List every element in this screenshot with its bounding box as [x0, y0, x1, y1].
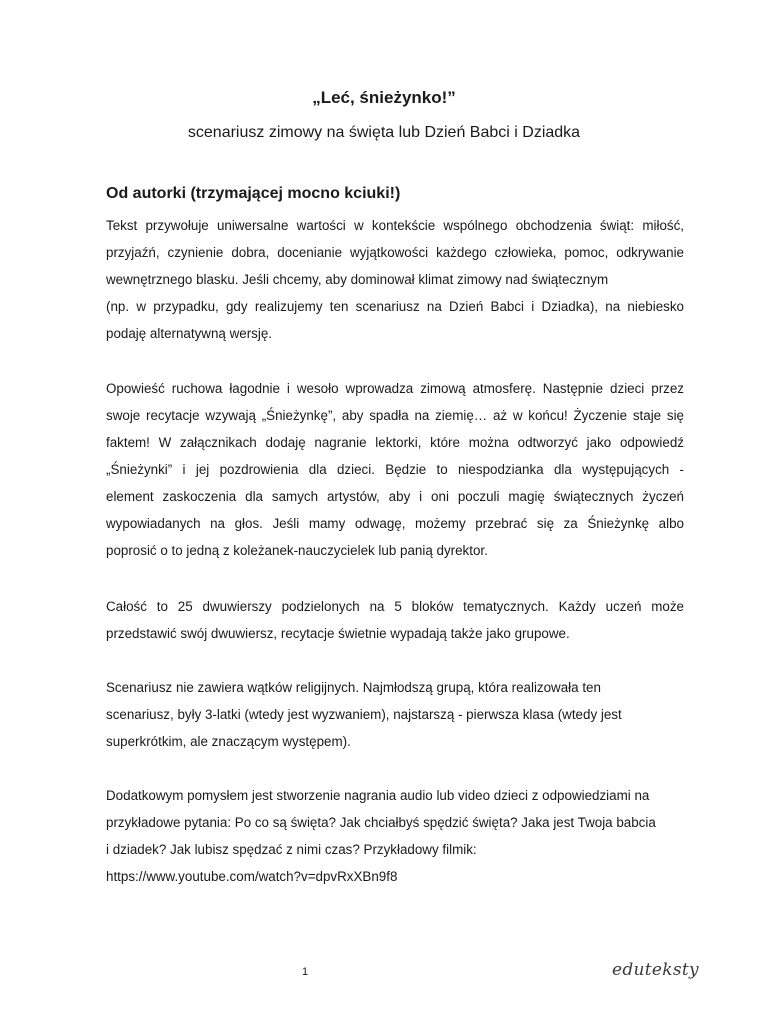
paragraph-intro: [106, 212, 684, 347]
paragraph-line: Opowieść ruchowa łagodnie i wesoło wprowadza zimową atmosferę. Następnie dzieci przez: [106, 381, 684, 396]
page-number: 1: [301, 966, 309, 978]
paragraph-line: (np. w przypadku, gdy realizujemy ten scenariusz na Dzień Babci i Dziadka), na niebiesko: [106, 299, 684, 314]
paragraph-extra: [106, 782, 684, 890]
paragraph-line: element zaskoczenia dla samych artystów, aby i oni poczuli magię świątecznych życzeń: [106, 489, 684, 504]
paragraph-line: podaję alternatywną wersję.: [106, 326, 272, 341]
paragraph-line: faktem! W załącznikach dodaję nagranie lektorki, które można odtworzyć jako odpowiedź: [106, 435, 684, 450]
paragraph-line: i dziadek? Jak lubisz spędzać z nimi czas? Przykładowy filmik:: [106, 842, 477, 857]
paragraph-line: superkrótkim, ale znaczącym występem).: [106, 734, 351, 749]
section-heading: Od autorki (trzymającej mocno kciuki!): [106, 185, 401, 202]
paragraph-religion: [106, 674, 684, 755]
paragraph-line: „Śnieżynki” i jej pozdrowienia dla dzieci. Będzie to niespodzianka dla występujących -: [106, 462, 684, 477]
paragraph-line: wypowiadanych na głos. Jeśli mamy odwagę, możemy przebrać się za Śnieżynkę albo: [106, 516, 684, 531]
paragraph-line: wewnętrznego blasku. Jeśli chcemy, aby dominował klimat zimowy nad świątecznym: [106, 272, 609, 287]
paragraph-line: Tekst przywołuje uniwersalne wartości w kontekście wspólnego obchodzenia świąt: miłość,: [106, 218, 684, 233]
paragraph-line: swoje recytacje wzywają „Śnieżynkę”, aby spadła na ziemię… aż w końcu! Życzenie staje się: [106, 408, 684, 423]
paragraph-story: [106, 375, 684, 564]
video-link[interactable]: https://www.youtube.com/watch?v=dpvRxXBn9f8: [106, 869, 398, 884]
eduteksty-logo: eduteksty: [612, 960, 699, 980]
paragraph-line: przedstawić swój dwuwiersz, recytacje świetnie wypadają także jako grupowe.: [106, 626, 570, 641]
paragraph-line: Scenariusz nie zawiera wątków religijnych. Najmłodszą grupą, która realizowała ten: [106, 680, 601, 695]
paragraph-line: poprosić o to jedną z koleżanek-nauczycielek lub panią dyrektor.: [106, 543, 488, 558]
paragraph-line: Dodatkowym pomysłem jest stworzenie nagrania audio lub video dzieci z odpowiedziami na: [106, 788, 650, 803]
document-title: „Leć, śnieżynko!”: [312, 88, 456, 107]
document-subtitle: scenariusz zimowy na święta lub Dzień Babci i Dziadka: [187, 124, 581, 141]
paragraph-line: scenariusz, były 3-latki (wtedy jest wyzwaniem), najstarszą - pierwsza klasa (wtedy jest: [106, 707, 622, 722]
paragraph-line: przykładowe pytania: Po co są święta? Jak chciałbyś spędzić święta? Jaka jest Twoja babcia: [106, 815, 656, 830]
paragraph-line: Całość to 25 dwuwierszy podzielonych na 5 bloków tematycznych. Każdy uczeń może: [106, 599, 684, 614]
paragraph-line: przyjaźń, czynienie dobra, docenianie wyjątkowości każdego człowieka, pomoc, odkrywanie: [106, 245, 684, 260]
paragraph-structure: [106, 593, 684, 647]
